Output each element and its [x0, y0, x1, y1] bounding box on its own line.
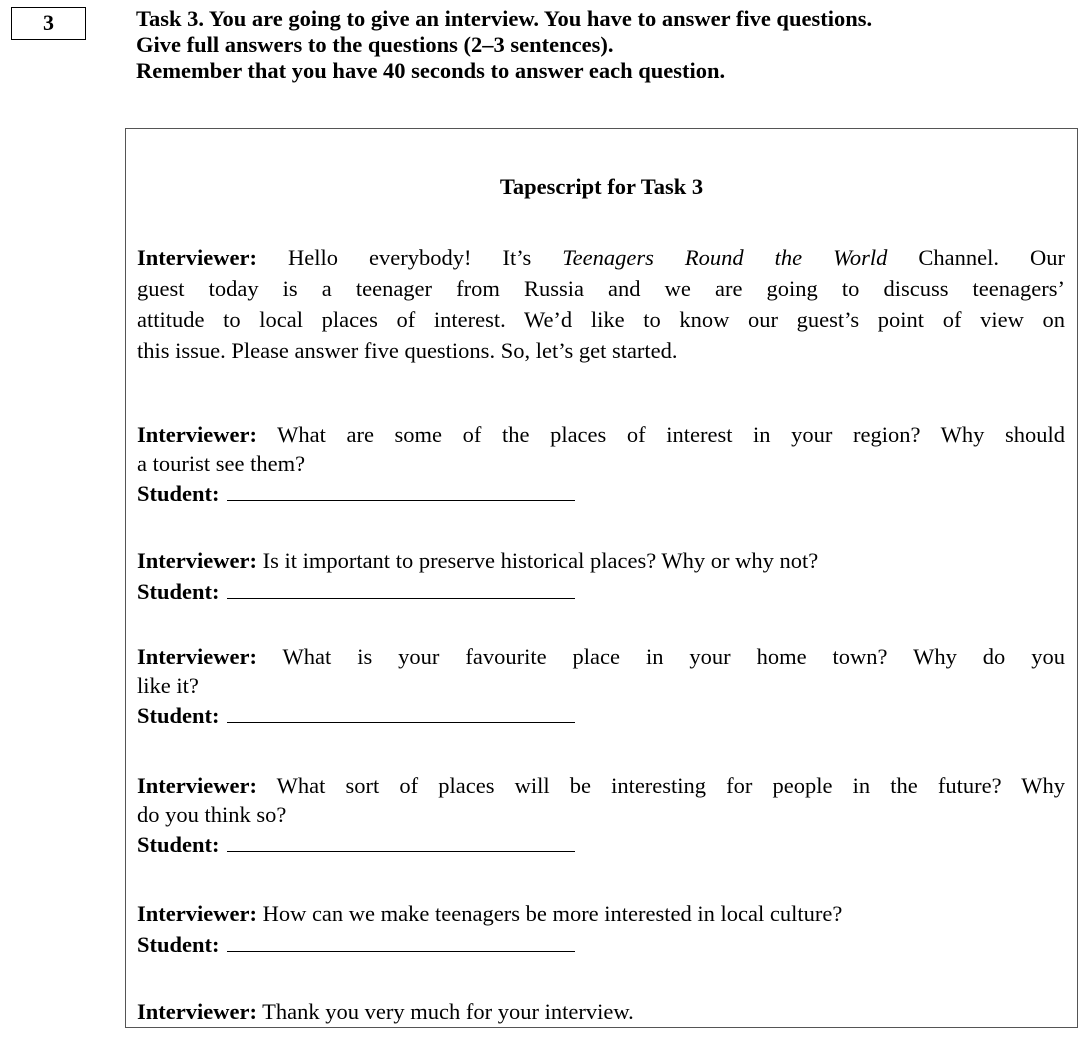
task-number: 3: [43, 10, 54, 35]
question-block-2: [137, 546, 1065, 606]
tapescript-frame: [125, 128, 1078, 1028]
tapescript-title: Tapescript for Task 3: [499, 174, 704, 199]
student-answer-1: [137, 478, 1065, 508]
intro-line-3: attitude to local places of interest. We’d like to know our guest’s point of view on: [137, 307, 1065, 332]
student-answer-2: [137, 576, 1065, 606]
question-3-line-1: [137, 642, 1065, 672]
answer-blank-2: [227, 576, 575, 599]
question-1-text: What are some of the places of interest in your region? Why should: [277, 422, 1066, 447]
intro-text-start: Hello everybody! It’s: [287, 245, 563, 270]
student-answer-4: [137, 829, 1065, 859]
instruction-line-2: Give full answers to the questions (2–3 sentences).: [136, 32, 614, 57]
student-label: Student:: [137, 932, 220, 957]
question-block-4: [137, 771, 1065, 859]
answer-blank-3: [227, 700, 575, 723]
instruction-line-3: Remember that you have 40 seconds to answer each question.: [136, 58, 726, 83]
question-4-text: What sort of places will be interesting for people in the future? Why: [276, 773, 1066, 798]
question-block-3: [137, 642, 1065, 730]
instruction-line-1: Task 3. You are going to give an interview. You have to answer five questions.: [136, 6, 873, 31]
closing-text: Thank you very much for your interview.: [262, 999, 634, 1024]
question-2-text: Is it important to preserve historical places? Why or why not?: [262, 548, 819, 573]
interviewer-label: Interviewer:: [137, 773, 257, 798]
intro-line-2: guest today is a teenager from Russia and we are going to discuss teenagers’: [137, 276, 1065, 301]
question-block-1: [137, 420, 1065, 508]
question-4-line-1: [137, 771, 1065, 801]
question-1-line-2: a tourist see them?: [137, 451, 306, 476]
interviewer-label: Interviewer:: [137, 999, 257, 1024]
interviewer-label: Interviewer:: [137, 422, 257, 447]
student-label: Student:: [137, 481, 220, 506]
question-4-line-2: do you think so?: [137, 802, 287, 827]
question-5-text: How can we make teenagers be more interested in local culture?: [262, 901, 843, 926]
interviewer-label: Interviewer:: [137, 901, 257, 926]
closing-line: [137, 997, 1065, 1027]
question-1-line-1: [137, 420, 1065, 450]
student-answer-5: [137, 929, 1065, 959]
answer-blank-1: [227, 478, 575, 501]
task-number-box: [11, 7, 86, 40]
student-answer-3: [137, 700, 1065, 730]
intro-paragraph: [137, 242, 1065, 366]
channel-name: Teenagers Round the World: [562, 245, 888, 270]
question-3-line-2: like it?: [137, 673, 199, 698]
interviewer-label: Interviewer:: [137, 644, 257, 669]
interviewer-label: Interviewer:: [137, 548, 257, 573]
intro-line-4: this issue. Please answer five questions. So, let’s get started.: [137, 338, 678, 363]
question-5-line-1: [137, 899, 1065, 929]
answer-blank-4: [227, 829, 575, 852]
student-label: Student:: [137, 703, 220, 728]
interviewer-label: Interviewer:: [137, 245, 257, 270]
question-block-5: [137, 899, 1065, 959]
task-instructions: [136, 6, 1086, 84]
answer-blank-5: [227, 929, 575, 952]
question-2-line-1: [137, 546, 1065, 576]
intro-line-1: [137, 242, 1065, 273]
student-label: Student:: [137, 832, 220, 857]
question-3-text: What is your favourite place in your home town? Why do you: [282, 644, 1066, 669]
intro-text-rest: Channel. Our: [887, 245, 1065, 270]
closing-block: [137, 997, 1065, 1027]
student-label: Student:: [137, 579, 220, 604]
